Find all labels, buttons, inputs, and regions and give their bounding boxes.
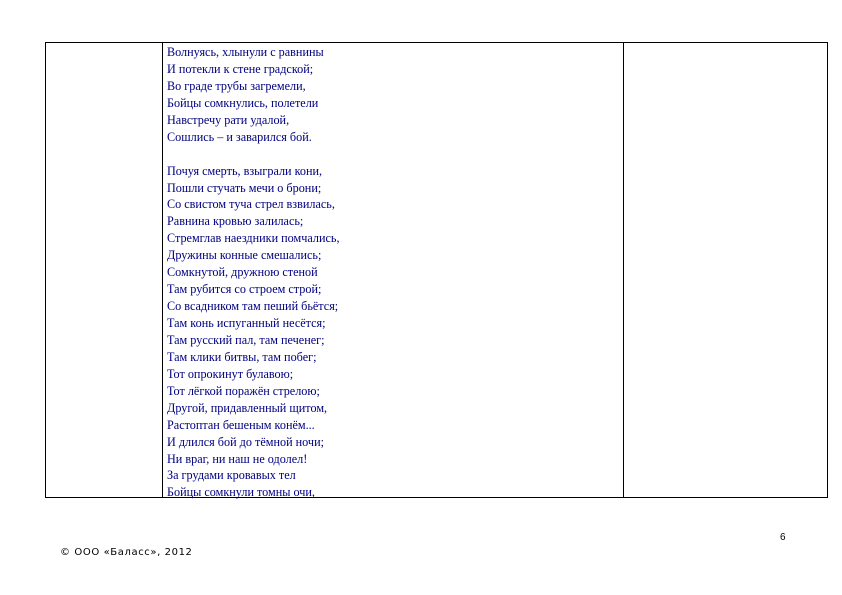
poem-line: Навстречу рати удалой, (167, 112, 290, 127)
poem-line: Почуя смерть, взыграли кони, (167, 163, 323, 178)
poem-stanza-1 (167, 44, 617, 146)
poem-line: Дружины конные смешались; (167, 248, 322, 263)
stanza-gap (167, 146, 617, 163)
poem-line: Во граде трубы загремели, (167, 78, 306, 93)
poem-line: Волнуясь, хлынули с равнины (167, 45, 324, 59)
page-number: 6 (780, 532, 786, 543)
poem-line: Ни враг, ни наш не одолел! (167, 451, 308, 466)
poem-line: Равнина кровью залилась; (167, 214, 304, 229)
poem-line: Бойцы сомкнули томны очи, (167, 485, 315, 500)
poem-line: Растоптан бешеным конём... (167, 417, 315, 432)
poem-line: Стремглав наездники помчались, (167, 231, 340, 246)
copyright-notice: © ООО «Баласс», 2012 (60, 547, 193, 558)
poem-line: Пошли стучать мечи о брони; (167, 180, 322, 195)
poem-line: Со свистом туча стрел взвилась, (167, 197, 335, 212)
poem-line: Бойцы сомкнулись, полетели (167, 95, 319, 110)
table-column-divider-left (162, 43, 163, 497)
poem-line: Сошлись – и заварился бой. (167, 129, 312, 144)
poem-line: Там конь испуганный несётся; (167, 316, 326, 330)
poem-line: Сомкнутой, дружною стеной (167, 265, 318, 280)
poem-line: Там клики битвы, там побег; (167, 349, 317, 364)
table-column-divider-right (623, 43, 624, 497)
poem-line: Другой, придавленный щитом, (167, 400, 328, 415)
poem-line: И потекли к стене градской; (167, 61, 314, 76)
poem-line: Там рубится со строем строй; (167, 282, 322, 297)
poem-stanza-2 (167, 163, 617, 502)
poem-line: Там русский пал, там печенег; (167, 332, 325, 347)
poem-line: За грудами кровавых тел (167, 468, 296, 483)
poem-line: Тот опрокинут булавою; (167, 366, 294, 381)
poem-line: Тот лёгкой поражён стрелою; (167, 383, 320, 398)
content-table (45, 42, 828, 498)
poem-line: И длился бой до тёмной ночи; (167, 434, 324, 449)
poem-line: Со всадником там пеший бьётся; (167, 299, 339, 314)
poem-text-cell (167, 44, 617, 501)
